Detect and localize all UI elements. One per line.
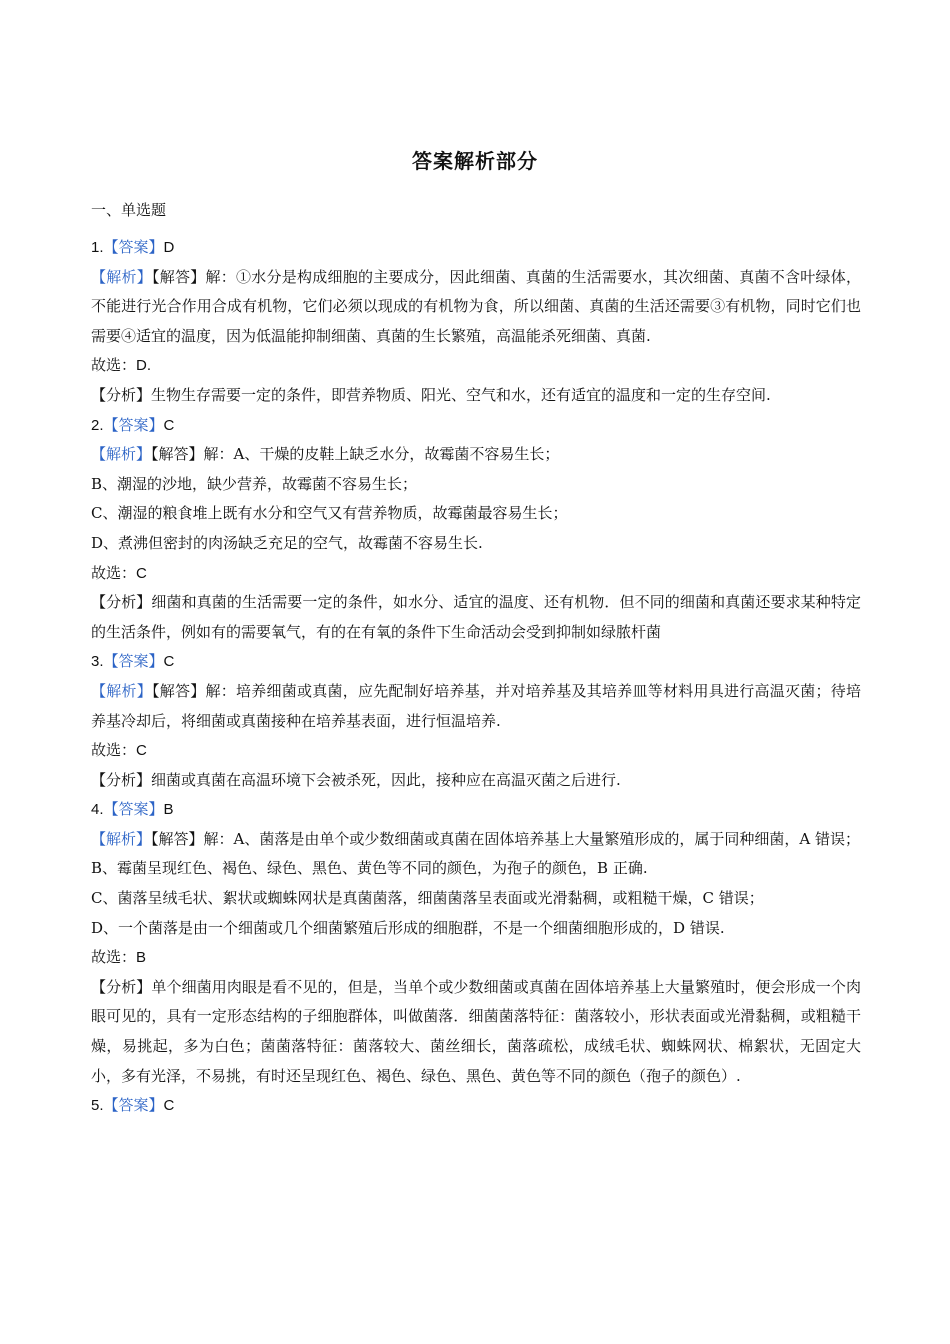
analysis-tag: 【解析】: [91, 267, 152, 286]
question-2: [91, 411, 861, 648]
question-3: [91, 647, 861, 795]
solution-line: C、菌落呈绒毛状、絮状或蜘蛛网状是真菌菌落，细菌菌落呈表面或光滑黏稠，或粗糙干燥，C 错误；: [91, 889, 764, 908]
question-number: 3.: [91, 653, 104, 671]
comment-body: 单个细菌用肉眼是看不见的，但是，当单个或少数细菌或真菌在固体培养基上大量繁殖时，便会形成一个肉眼可见的，具有一定形态结构的子细胞群体，叫做菌落．细菌菌落特征：菌落较小，形状表面或光滑黏稠，或粗糙干燥，易挑起，多为白色；菌菌落特征：菌落较大、菌丝细长，菌落疏松，成绒毛状、蜘蛛网状、棉絮状，无固定大小，多有光泽，不易挑，有时还呈现红色、褐色、绿色、黑色、黄色等不同的颜色（孢子的颜色）.: [91, 977, 861, 1085]
solution-line: D、一个菌落是由一个细菌或几个细菌繁殖后形成的细胞群，不是一个细菌细胞形成的，D 错误.: [91, 918, 725, 937]
answer-value: C: [163, 416, 175, 434]
question-number: 1.: [91, 239, 104, 256]
choose-prefix: 故选：: [91, 948, 137, 967]
choose-line: [91, 736, 861, 766]
analysis-tag: 【解析】: [91, 829, 152, 848]
solution-line: B、霉菌呈现红色、褐色、绿色、黑色、黄色等不同的颜色，为孢子的颜色，B 正确.: [91, 859, 648, 878]
solution-line: 解：培养细菌或真菌，应先配制好培养基，并对培养基及其培养皿等材料用具进行高温灭菌；待培养基冷却后，将细菌或真菌接种在培养基表面，进行恒温培养.: [91, 681, 861, 730]
question-5: [91, 1091, 861, 1121]
choose-prefix: 故选：: [91, 741, 137, 760]
answer-value: B: [163, 801, 174, 819]
answer-tag: 【答案】: [103, 652, 164, 671]
answer-list: [91, 233, 861, 1121]
section-heading: 一、单选题: [91, 201, 167, 219]
comment-tag: 【分析】: [91, 593, 152, 612]
answer-line: [91, 1091, 861, 1121]
answer-line: [91, 647, 861, 677]
solution-tag: 【解答】: [151, 445, 204, 464]
solution-tag: 【解答】: [151, 829, 204, 848]
answer-tag: 【答案】: [103, 238, 164, 256]
answer-value: D: [163, 239, 175, 256]
solution-text: [91, 677, 861, 736]
question-number: 2.: [91, 416, 104, 434]
choose-line: [91, 351, 861, 381]
choose-prefix: 故选：: [91, 356, 137, 375]
answer-tag: 【答案】: [103, 1096, 164, 1115]
solution-line: C、潮湿的粮食堆上既有水分和空气又有营养物质，故霉菌最容易生长；: [91, 504, 568, 523]
solution-tag: 【解答】: [152, 681, 206, 700]
solution-line: 解：A、干燥的皮鞋上缺乏水分，故霉菌不容易生长；: [203, 445, 560, 464]
comment-tag: 【分析】: [91, 770, 152, 789]
question-number: 4.: [91, 801, 104, 819]
choose-value: B: [136, 949, 147, 967]
solution-text: [91, 440, 861, 470]
comment-text: [91, 381, 861, 411]
answer-line: [91, 411, 861, 441]
comment-text: [91, 973, 861, 1091]
analysis-tag: 【解析】: [91, 445, 152, 464]
comment-text: [91, 588, 861, 647]
choose-value: C: [136, 564, 147, 582]
solution-line: B、潮湿的沙地，缺少营养，故霉菌不容易生长；: [91, 474, 418, 493]
question-number: 5.: [91, 1097, 104, 1115]
answer-tag: 【答案】: [103, 415, 164, 434]
choose-value: D.: [136, 357, 152, 375]
analysis-tag: 【解析】: [91, 681, 152, 700]
comment-tag: 【分析】: [91, 385, 152, 404]
solution-tag: 【解答】: [152, 267, 206, 286]
comment-text: [91, 766, 861, 796]
solution-text: [91, 263, 861, 352]
page-title: 答案解析部分: [412, 149, 538, 173]
comment-body: 细菌和真菌的生活需要一定的条件，如水分、适宜的温度、还有机物．但不同的细菌和真菌还要求某种特定的生活条件，例如有的需要氧气，有的在有氧的条件下生命活动会受到抑制如绿脓杆菌: [91, 593, 861, 641]
question-1: [91, 233, 861, 411]
comment-tag: 【分析】: [91, 977, 152, 996]
comment-body: 细菌或真菌在高温环境下会被杀死，因此，接种应在高温灭菌之后进行.: [151, 770, 621, 789]
question-4: [91, 795, 861, 1091]
choose-line: [91, 559, 861, 589]
comment-body: 生物生存需要一定的条件，即营养物质、阳光、空气和水，还有适宜的温度和一定的生存空间.: [151, 385, 771, 404]
answer-tag: 【答案】: [103, 800, 164, 819]
solution-text: [91, 825, 861, 855]
choose-line: [91, 943, 861, 973]
answer-value: C: [163, 653, 175, 671]
answer-line: [91, 795, 861, 825]
choose-prefix: 故选：: [91, 563, 137, 582]
answer-value: C: [163, 1097, 175, 1115]
answer-line: [91, 233, 861, 263]
solution-line: 解：A、菌落是由单个或少数细菌或真菌在固体培养基上大量繁殖形成的，属于同种细菌，A 错误；: [203, 829, 860, 848]
choose-value: C: [136, 742, 147, 760]
solution-line: D、煮沸但密封的肉汤缺乏充足的空气，故霉菌不容易生长.: [91, 533, 483, 552]
solution-line: 解：①水分是构成细胞的主要成分，因此细菌、真菌的生活需要水，其次细菌、真菌不含叶绿体，不能进行光合作用合成有机物，它们必须以现成的有机物为食，所以细菌、真菌的生活还需要③有机物，同时它们也需要④适宜的温度，因为低温能抑制细菌、真菌的生长繁殖，高温能杀死细菌、真菌.: [91, 267, 861, 345]
